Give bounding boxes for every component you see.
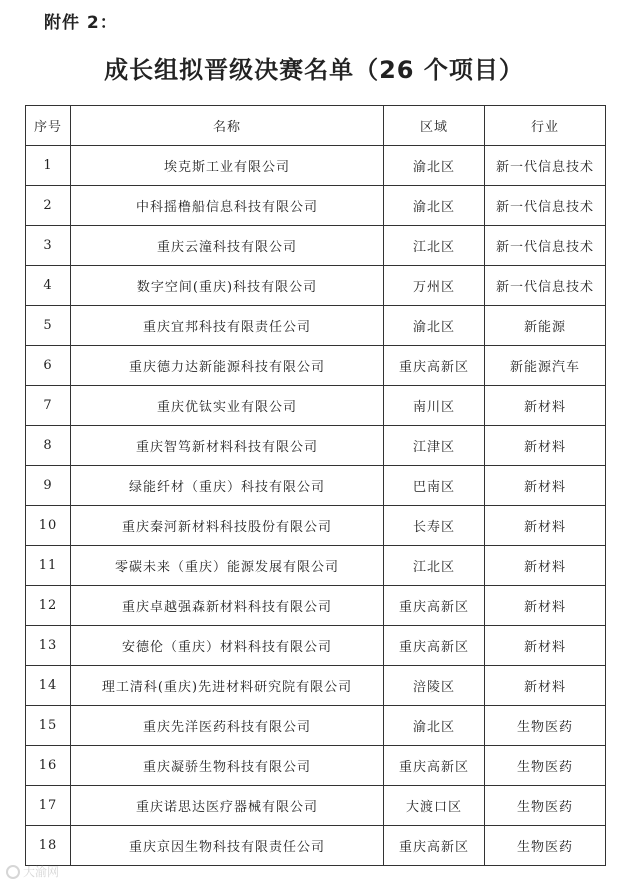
cell-district: 重庆高新区: [384, 626, 485, 666]
cell-industry: 新材料: [485, 466, 606, 506]
cell-number: 3: [26, 226, 71, 266]
cell-industry: 新一代信息技术: [485, 226, 606, 266]
cell-company-name: 理工清科(重庆)先进材料研究院有限公司: [71, 666, 384, 706]
cell-district: 江北区: [384, 226, 485, 266]
cell-number: 7: [26, 386, 71, 426]
cell-industry: 新一代信息技术: [485, 186, 606, 226]
cell-industry: 生物医药: [485, 746, 606, 786]
table-row: [26, 666, 606, 706]
table-row: [26, 346, 606, 386]
cell-industry: 新一代信息技术: [485, 146, 606, 186]
cell-district: 渝北区: [384, 146, 485, 186]
cell-number: 18: [26, 826, 71, 866]
table-row: [26, 386, 606, 426]
cell-number: 13: [26, 626, 71, 666]
table-row: [26, 626, 606, 666]
table-row: [26, 586, 606, 626]
header-industry: 行业: [485, 106, 606, 146]
cell-industry: 生物医药: [485, 786, 606, 826]
header-name: 名称: [71, 106, 384, 146]
cell-number: 6: [26, 346, 71, 386]
cell-number: 10: [26, 506, 71, 546]
cell-number: 16: [26, 746, 71, 786]
table-header-row: [26, 106, 606, 146]
cell-number: 15: [26, 706, 71, 746]
cell-industry: 新材料: [485, 506, 606, 546]
cell-number: 8: [26, 426, 71, 466]
cell-district: 重庆高新区: [384, 346, 485, 386]
table-row: [26, 746, 606, 786]
cell-company-name: 重庆德力达新能源科技有限公司: [71, 346, 384, 386]
cell-industry: 新材料: [485, 426, 606, 466]
cell-company-name: 重庆秦河新材料科技股份有限公司: [71, 506, 384, 546]
cell-number: 1: [26, 146, 71, 186]
table-row: [26, 426, 606, 466]
cell-industry: 生物医药: [485, 706, 606, 746]
table-row: [26, 146, 606, 186]
table-row: [26, 546, 606, 586]
cell-company-name: 重庆智笃新材料科技有限公司: [71, 426, 384, 466]
cell-industry: 新能源: [485, 306, 606, 346]
attachment-label: 附件 2：: [44, 13, 118, 33]
table-row: [26, 826, 606, 866]
cell-company-name: 重庆卓越强森新材料科技有限公司: [71, 586, 384, 626]
watermark: [6, 863, 59, 880]
finalist-table: [25, 105, 606, 866]
cell-district: 渝北区: [384, 186, 485, 226]
header-number: 序号: [26, 106, 71, 146]
table-row: [26, 786, 606, 826]
cell-industry: 新能源汽车: [485, 346, 606, 386]
cell-industry: 生物医药: [485, 826, 606, 866]
table-row: [26, 706, 606, 746]
cell-district: 南川区: [384, 386, 485, 426]
cell-number: 2: [26, 186, 71, 226]
cell-district: 江北区: [384, 546, 485, 586]
cell-industry: 新材料: [485, 386, 606, 426]
cell-number: 9: [26, 466, 71, 506]
cell-company-name: 重庆京因生物科技有限责任公司: [71, 826, 384, 866]
cell-district: 长寿区: [384, 506, 485, 546]
table-body: [26, 146, 606, 866]
table-row: [26, 466, 606, 506]
table-row: [26, 306, 606, 346]
cell-industry: 新一代信息技术: [485, 266, 606, 306]
cell-district: 重庆高新区: [384, 746, 485, 786]
cell-number: 17: [26, 786, 71, 826]
cell-company-name: 重庆云潼科技有限公司: [71, 226, 384, 266]
cell-district: 涪陵区: [384, 666, 485, 706]
table-row: [26, 226, 606, 266]
cell-company-name: 中科摇橹船信息科技有限公司: [71, 186, 384, 226]
cell-district: 渝北区: [384, 706, 485, 746]
cell-company-name: 埃克斯工业有限公司: [71, 146, 384, 186]
table-row: [26, 506, 606, 546]
cell-industry: 新材料: [485, 546, 606, 586]
cell-district: 重庆高新区: [384, 826, 485, 866]
page-title: 成长组拟晋级决赛名单（26 个项目）: [104, 56, 524, 84]
cell-district: 巴南区: [384, 466, 485, 506]
cell-company-name: 重庆宜邦科技有限责任公司: [71, 306, 384, 346]
cell-company-name: 重庆优钛实业有限公司: [71, 386, 384, 426]
cell-number: 4: [26, 266, 71, 306]
cell-district: 江津区: [384, 426, 485, 466]
cell-industry: 新材料: [485, 586, 606, 626]
cell-district: 万州区: [384, 266, 485, 306]
cell-industry: 新材料: [485, 626, 606, 666]
cell-company-name: 数字空间(重庆)科技有限公司: [71, 266, 384, 306]
cell-company-name: 绿能纤材（重庆）科技有限公司: [71, 466, 384, 506]
cell-number: 11: [26, 546, 71, 586]
cell-company-name: 安德伦（重庆）材料科技有限公司: [71, 626, 384, 666]
cell-district: 重庆高新区: [384, 586, 485, 626]
cell-district: 渝北区: [384, 306, 485, 346]
cell-number: 5: [26, 306, 71, 346]
cell-company-name: 零碳未来（重庆）能源发展有限公司: [71, 546, 384, 586]
header-district: 区域: [384, 106, 485, 146]
table-row: [26, 186, 606, 226]
table-row: [26, 266, 606, 306]
cell-industry: 新材料: [485, 666, 606, 706]
cell-number: 14: [26, 666, 71, 706]
cell-company-name: 重庆先洋医药科技有限公司: [71, 706, 384, 746]
cell-company-name: 重庆凝骄生物科技有限公司: [71, 746, 384, 786]
watermark-text: 大渝网: [23, 865, 60, 879]
cell-number: 12: [26, 586, 71, 626]
cell-company-name: 重庆诺思达医疗器械有限公司: [71, 786, 384, 826]
cell-district: 大渡口区: [384, 786, 485, 826]
weibo-logo-icon: [6, 865, 20, 879]
